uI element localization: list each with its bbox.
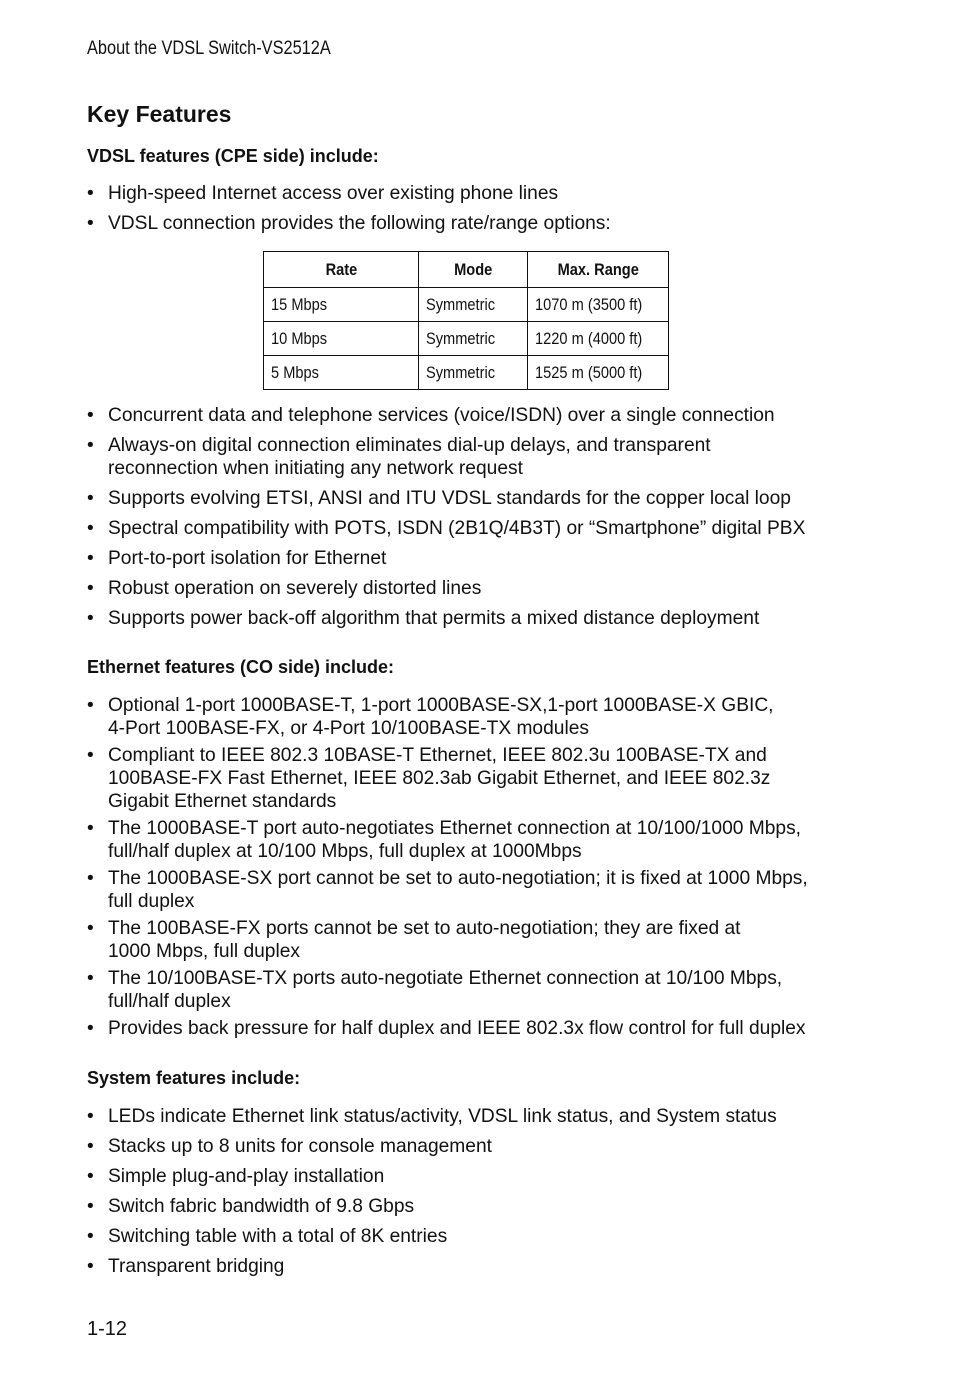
table-header-row (264, 252, 669, 288)
table-row (264, 356, 669, 390)
list-item: • The 100BASE-FX ports cannot be set to auto-negotiation; they are fixed at 1000 Mbps, full duplex (87, 917, 867, 963)
column-header-mode: Mode (419, 252, 528, 288)
list-item: • Switching table with a total of 8K entries (87, 1225, 867, 1248)
rate-range-table (263, 251, 669, 390)
list-item: • Compliant to IEEE 802.3 10BASE-T Ethernet, IEEE 802.3u 100BASE-TX and 100BASE-FX Fast Ethernet, IEEE 802.3ab Gigabit Ethernet, and IEEE 802.3z Gigabit Ethernet standards (87, 744, 867, 813)
table-cell-max-range: 1525 m (5000 ft) (528, 356, 669, 390)
list-item: • Optional 1-port 1000BASE-T, 1-port 1000BASE-SX,1-port 1000BASE-X GBIC, 4-Port 100BASE-FX, or 4-Port 10/100BASE-TX modules (87, 694, 867, 740)
table-cell-max-range: 1220 m (4000 ft) (528, 322, 669, 356)
ethernet-features-heading: Ethernet features (CO side) include: (87, 657, 395, 677)
table-cell-rate: 10 Mbps (264, 322, 419, 356)
table-cell-mode: Symmetric (419, 322, 528, 356)
list-item: • Supports evolving ETSI, ANSI and ITU VDSL standards for the copper local loop (87, 487, 867, 510)
running-header: About the VDSL Switch-VS2512A (87, 38, 331, 59)
system-features-heading: System features include: (87, 1068, 301, 1088)
list-item: • LEDs indicate Ethernet link status/activity, VDSL link status, and System status (87, 1105, 867, 1128)
list-item: • Stacks up to 8 units for console management (87, 1135, 867, 1158)
list-item: • Always-on digital connection eliminates dial-up delays, and transparent reconnection when initiating any network request (87, 434, 867, 480)
table-cell-rate: 5 Mbps (264, 356, 419, 390)
column-header-rate: Rate (264, 252, 419, 288)
vdsl-bullet-list-details (87, 404, 867, 637)
column-header-max-range: Max. Range (528, 252, 669, 288)
list-item: • Switch fabric bandwidth of 9.8 Gbps (87, 1195, 867, 1218)
table-cell-rate: 15 Mbps (264, 288, 419, 322)
table-cell-mode: Symmetric (419, 356, 528, 390)
list-item: • The 10/100BASE-TX ports auto-negotiate Ethernet connection at 10/100 Mbps, full/half duplex (87, 967, 867, 1013)
list-item: • Transparent bridging (87, 1255, 867, 1278)
list-item: • Spectral compatibility with POTS, ISDN (2B1Q/4B3T) or “Smartphone” digital PBX (87, 517, 867, 540)
table-cell-max-range: 1070 m (3500 ft) (528, 288, 669, 322)
table-row (264, 322, 669, 356)
vdsl-features-heading: VDSL features (CPE side) include: (87, 146, 379, 166)
page-number: 1-12 (87, 1318, 128, 1340)
list-item: • VDSL connection provides the following rate/range options: (87, 212, 867, 235)
table-row (264, 288, 669, 322)
list-item: • Concurrent data and telephone services (voice/ISDN) over a single connection (87, 404, 867, 427)
list-item: • The 1000BASE-SX port cannot be set to auto-negotiation; it is fixed at 1000 Mbps, full duplex (87, 867, 867, 913)
list-item: • Robust operation on severely distorted lines (87, 577, 867, 600)
system-bullet-list (87, 1105, 867, 1285)
list-item: • Supports power back-off algorithm that permits a mixed distance deployment (87, 607, 867, 630)
list-item: • The 1000BASE-T port auto-negotiates Ethernet connection at 10/100/1000 Mbps, full/half duplex at 10/100 Mbps, full duplex at 1000Mbps (87, 817, 867, 863)
ethernet-bullet-list (87, 694, 867, 1044)
list-item: • Port-to-port isolation for Ethernet (87, 547, 867, 570)
table-cell-mode: Symmetric (419, 288, 528, 322)
list-item: • Provides back pressure for half duplex and IEEE 802.3x flow control for full duplex (87, 1017, 867, 1040)
list-item: • Simple plug-and-play installation (87, 1165, 867, 1188)
list-item: • High-speed Internet access over existing phone lines (87, 182, 867, 205)
section-title: Key Features (87, 101, 232, 127)
vdsl-bullet-list-intro (87, 182, 867, 242)
